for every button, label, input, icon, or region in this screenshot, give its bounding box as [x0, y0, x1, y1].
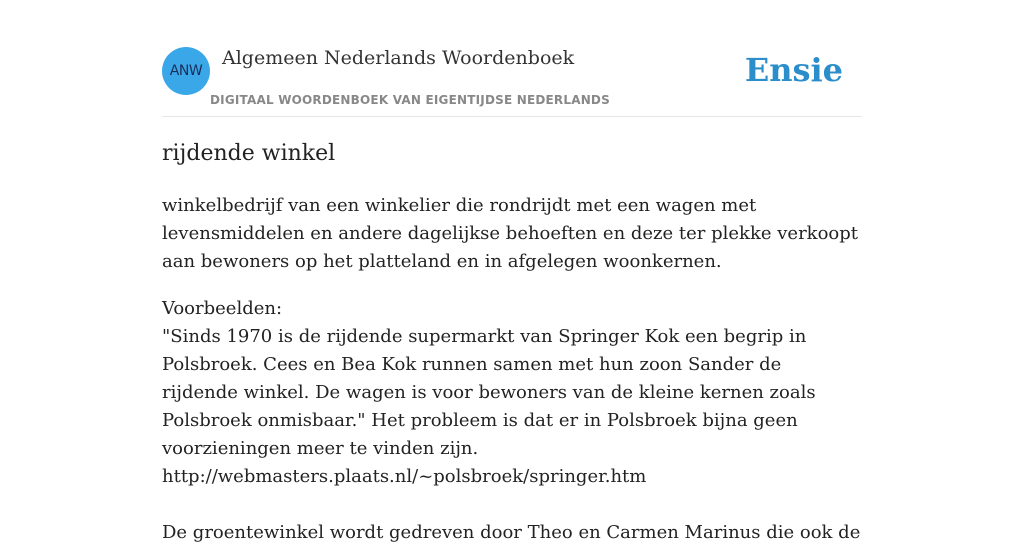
entry-content — [162, 138, 862, 547]
example-source: http://webmasters.plaats.nl/~polsbroek/springer.htm — [162, 466, 647, 487]
example-item — [162, 323, 862, 491]
entry-term: rijdende winkel — [162, 141, 336, 166]
site-header — [162, 46, 862, 117]
entry-definition: winkelbedrijf van een winkelier die rondrijdt met een wagen met levensmiddelen en andere dagelijkse behoeften en deze ter plekke verkoopt aan bewoners op het platteland en in afgelegen woonkernen. — [162, 195, 859, 272]
examples-section — [162, 295, 862, 547]
example-item — [162, 519, 862, 547]
site-title[interactable]: Algemeen Nederlands Woordenboek — [222, 47, 575, 69]
ensie-logo[interactable]: Ensie — [744, 51, 843, 89]
site-subtitle: DIGITAAL WOORDENBOEK VAN EIGENTIJDSE NEDERLANDS — [210, 93, 610, 107]
example-text: "Sinds 1970 is de rijdende supermarkt van Springer Kok een begrip in Polsbroek. Cees en Bea Kok runnen samen met hun zoon Sander de rijdende winkel. De wagen is voor bewoners van de kleine kernen zoals Polsbroek onmisbaar." Het probleem is dat er in Polsbroek bijna geen voorzieningen meer te vinden zijn. — [162, 326, 816, 459]
examples-label: Voorbeelden: — [162, 298, 283, 319]
anw-logo[interactable]: ANW — [162, 47, 210, 95]
example-text: De groentewinkel wordt gedreven door Theo en Carmen Marinus die ook de — [162, 522, 861, 543]
